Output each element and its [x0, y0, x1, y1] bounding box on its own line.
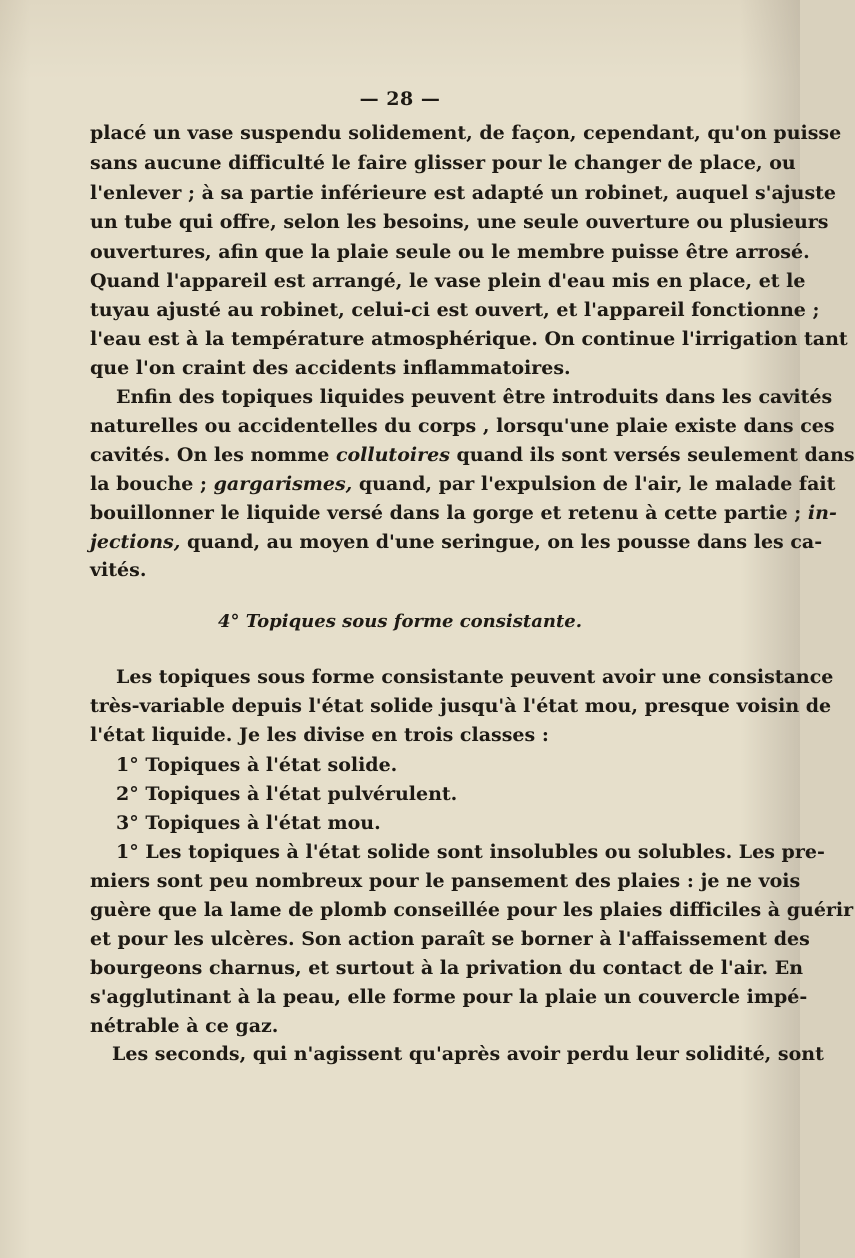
text-line: naturelles ou accidentelles du corps , lorsqu'une plaie existe dans ces [90, 415, 835, 437]
text-line: l'enlever ; à sa partie inférieure est adapté un robinet, auquel s'ajuste [90, 182, 837, 204]
term-injections: in- [807, 502, 837, 524]
text-line: placé un vase suspendu solidement, de façon, cependant, qu'on puisse [90, 122, 842, 144]
text-line: 1° Les topiques à l'état solide sont insolubles ou solubles. Les pre- [116, 841, 825, 863]
text-line: sans aucune difficulté le faire glisser pour le changer de place, ou [90, 152, 796, 174]
section-heading: 4° Topiques sous forme consistante. [218, 611, 582, 632]
list-item: 1° Topiques à l'état solide. [116, 754, 398, 776]
text-line: vités. [90, 559, 147, 581]
text-run: quand, par l'expulsion de l'air, le malade fait [352, 473, 836, 495]
text-line: l'eau est à la température atmosphérique. On continue l'irrigation tant [90, 328, 848, 350]
list-item: 2° Topiques à l'état pulvérulent. [116, 783, 458, 805]
text-line [90, 498, 837, 528]
text-run: quand, au moyen d'une seringue, on les pousse dans les ca- [180, 531, 823, 553]
text-line: Enfin des topiques liquides peuvent être introduits dans les cavités [116, 386, 833, 408]
text-line: nétrable à ce gaz. [90, 1015, 279, 1037]
text-run: quand ils sont versés seulement dans [449, 444, 855, 466]
text-line: très-variable depuis l'état solide jusqu'à l'état mou, presque voisin de [90, 695, 832, 717]
text-line: guère que la lame de plomb conseillée pour les plaies difficiles à guérir [90, 899, 854, 921]
text-line: bourgeons charnus, et surtout à la privation du contact de l'air. En [90, 957, 804, 979]
text-line [90, 469, 836, 499]
text-run: cavités. On les nomme [90, 444, 336, 466]
text-run: la bouche ; [90, 473, 214, 495]
text-line: s'agglutinant à la peau, elle forme pour la plaie un couvercle impé- [90, 986, 808, 1008]
text-line [90, 440, 855, 470]
term-collutoires: collutoires [335, 444, 450, 466]
text-run: bouillonner le liquide versé dans la gorge et retenu à cette partie ; [90, 502, 808, 524]
text-line: miers sont peu nombreux pour le pansement des plaies : je ne vois [90, 870, 801, 892]
text-line: que l'on craint des accidents inflammatoires. [90, 357, 571, 379]
text-line: un tube qui offre, selon les besoins, une seule ouverture ou plusieurs [90, 211, 829, 233]
term-gargarismes: gargarismes, [213, 473, 353, 495]
text-line [90, 527, 823, 557]
text-line: tuyau ajusté au robinet, celui-ci est ouvert, et l'appareil fonctionne ; [90, 299, 820, 321]
text-line: ouvertures, afin que la plaie seule ou le membre puisse être arrosé. [90, 241, 810, 263]
text-line: Les seconds, qui n'agissent qu'après avoir perdu leur solidité, sont [112, 1043, 824, 1065]
text-line: Les topiques sous forme consistante peuvent avoir une consistance [116, 666, 834, 688]
term-injections-continued: jections, [90, 531, 181, 553]
page-number: — 28 — [359, 88, 441, 110]
text-line: l'état liquide. Je les divise en trois classes : [90, 724, 549, 746]
text-line: et pour les ulcères. Son action paraît se borner à l'affaissement des [90, 928, 810, 950]
list-item: 3° Topiques à l'état mou. [116, 812, 381, 834]
text-line: Quand l'appareil est arrangé, le vase plein d'eau mis en place, et le [90, 270, 806, 292]
